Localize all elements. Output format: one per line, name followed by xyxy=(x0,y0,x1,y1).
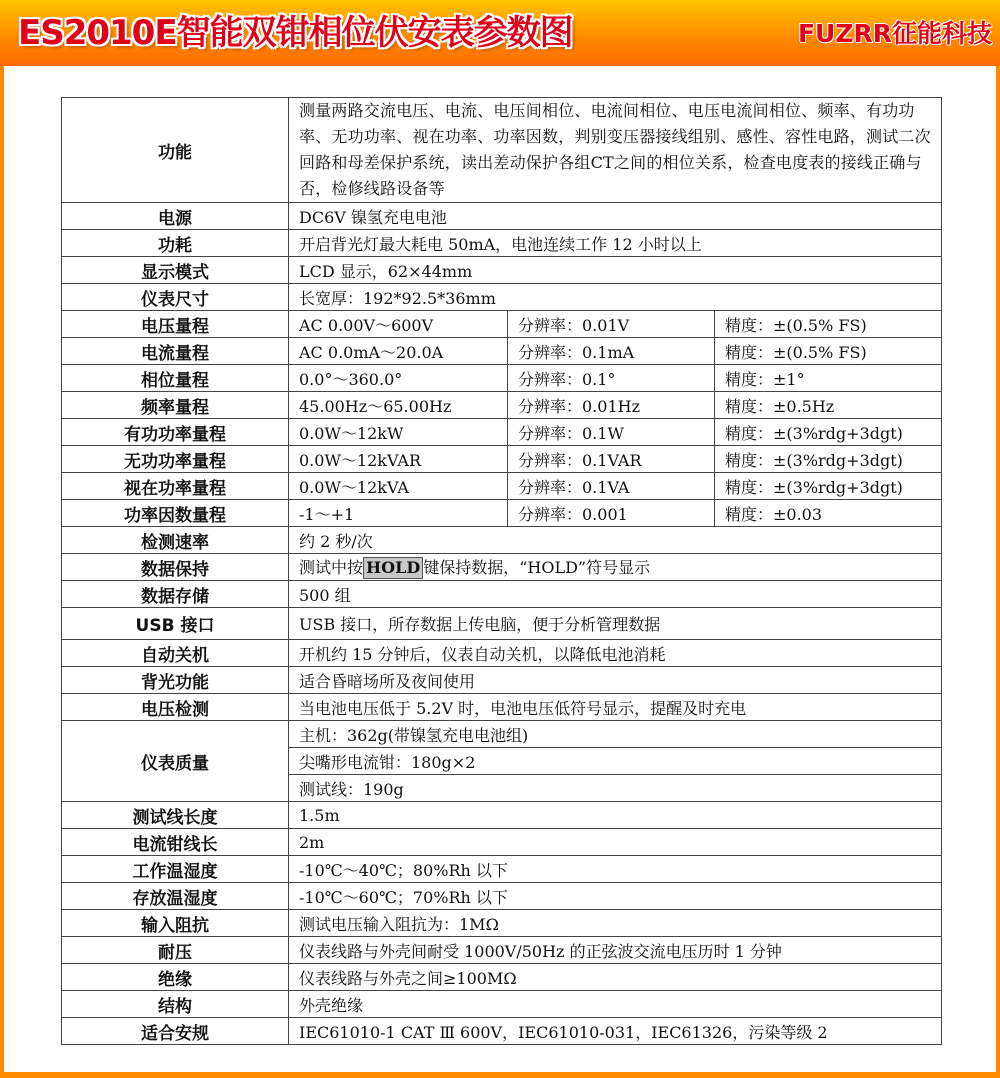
spec-value: 适合昏暗场所及夜间使用 xyxy=(289,667,942,694)
spec-range: -1～+1 xyxy=(289,500,508,527)
spec-value: 开启背光灯最大耗电 50mA，电池连续工作 12 小时以上 xyxy=(289,230,942,257)
header-banner xyxy=(0,0,1000,66)
spec-label: 相位量程 xyxy=(62,365,289,392)
spec-row-data-storage xyxy=(62,581,942,608)
spec-range: AC 0.00V～600V xyxy=(289,311,508,338)
spec-value: -10℃～40℃；80%Rh 以下 xyxy=(289,856,942,883)
spec-label: 有功功率量程 xyxy=(62,419,289,446)
spec-value: 开机约 15 分钟后，仪表自动关机，以降低电池消耗 xyxy=(289,640,942,667)
spec-row-voltage-range xyxy=(62,311,942,338)
spec-value: 长宽厚：192*92.5*36mm xyxy=(289,284,942,311)
spec-label: 电压量程 xyxy=(62,311,289,338)
hold-key-badge: HOLD xyxy=(363,557,423,579)
spec-range: 45.00Hz～65.00Hz xyxy=(289,392,508,419)
spec-label: 功耗 xyxy=(62,230,289,257)
frame-left-border xyxy=(0,66,4,1078)
spec-row-usb xyxy=(62,608,942,640)
spec-accuracy: 精度：±(3%rdg+3dgt) xyxy=(715,419,942,446)
spec-row-function xyxy=(62,98,942,203)
spec-label: 数据存储 xyxy=(62,581,289,608)
spec-row-data-hold xyxy=(62,554,942,581)
spec-value: 2m xyxy=(289,829,942,856)
spec-label: 频率量程 xyxy=(62,392,289,419)
spec-value: 外壳绝缘 xyxy=(289,991,942,1018)
spec-row-phase-range xyxy=(62,365,942,392)
spec-value: 仪表线路与外壳间耐受 1000V/50Hz 的正弦波交流电压历时 1 分钟 xyxy=(289,937,942,964)
spec-label: 功能 xyxy=(62,98,289,203)
spec-resolution: 分辨率：0.001 xyxy=(508,500,715,527)
spec-resolution: 分辨率：0.1mA xyxy=(508,338,715,365)
spec-row-power-factor-range xyxy=(62,500,942,527)
spec-label: 仪表质量 xyxy=(62,721,289,802)
spec-row-operating-env xyxy=(62,856,942,883)
spec-label: 结构 xyxy=(62,991,289,1018)
spec-resolution: 分辨率：0.1° xyxy=(508,365,715,392)
spec-value: 测试线：190g xyxy=(289,775,942,802)
spec-value: 1.5m xyxy=(289,802,942,829)
spec-label: 测试线长度 xyxy=(62,802,289,829)
spec-label: 工作温湿度 xyxy=(62,856,289,883)
spec-label: 数据保持 xyxy=(62,554,289,581)
spec-label: 自动关机 xyxy=(62,640,289,667)
spec-accuracy: 精度：±0.03 xyxy=(715,500,942,527)
spec-value: 当电池电压低于 5.2V 时，电池电压低符号显示，提醒及时充电 xyxy=(289,694,942,721)
spec-row-storage-env xyxy=(62,883,942,910)
spec-resolution: 分辨率：0.01V xyxy=(508,311,715,338)
spec-range: 0.0W～12kVA xyxy=(289,473,508,500)
spec-label: 输入阻抗 xyxy=(62,910,289,937)
spec-row-display xyxy=(62,257,942,284)
page-title: ES2010E智能双钳相位伏安表参数图 xyxy=(18,13,573,53)
spec-row-structure xyxy=(62,991,942,1018)
spec-label: 无功功率量程 xyxy=(62,446,289,473)
spec-value: LCD 显示，62×44mm xyxy=(289,257,942,284)
spec-row-battery-check xyxy=(62,694,942,721)
spec-row-input-impedance xyxy=(62,910,942,937)
spec-row-reactive-power-range xyxy=(62,446,942,473)
spec-row-backlight xyxy=(62,667,942,694)
spec-label: 适合安规 xyxy=(62,1018,289,1045)
spec-accuracy: 精度：±(0.5% FS) xyxy=(715,311,942,338)
spec-value: 仪表线路与外壳之间≥100MΩ xyxy=(289,964,942,991)
spec-accuracy: 精度：±(3%rdg+3dgt) xyxy=(715,473,942,500)
spec-value: DC6V 镍氢充电电池 xyxy=(289,203,942,230)
spec-label: 背光功能 xyxy=(62,667,289,694)
spec-label: 绝缘 xyxy=(62,964,289,991)
spec-resolution: 分辨率：0.1VAR xyxy=(508,446,715,473)
spec-accuracy: 精度：±0.5Hz xyxy=(715,392,942,419)
spec-value: 测量两路交流电压、电流、电压间相位、电流间相位、电压电流间相位、频率、有功功率、无功功率、视在功率、功率因数，判别变压器接线组别、感性、容性电路，测试二次回路和母差保护系统，读出差动保护各组CT之间的相位关系，检查电度表的接线正确与否，检修线路设备等 xyxy=(289,98,942,203)
spec-label: 电源 xyxy=(62,203,289,230)
spec-row-consumption xyxy=(62,230,942,257)
spec-range: AC 0.0mA～20.0A xyxy=(289,338,508,365)
spec-label: USB 接口 xyxy=(62,608,289,640)
spec-label: 显示模式 xyxy=(62,257,289,284)
spec-range: 0.0W～12kW xyxy=(289,419,508,446)
spec-table xyxy=(61,97,942,1045)
spec-label: 耐压 xyxy=(62,937,289,964)
spec-value: 约 2 秒/次 xyxy=(289,527,942,554)
spec-row-withstand-voltage xyxy=(62,937,942,964)
spec-resolution: 分辨率：0.01Hz xyxy=(508,392,715,419)
spec-row-lead-length xyxy=(62,802,942,829)
spec-accuracy: 精度：±(0.5% FS) xyxy=(715,338,942,365)
spec-row-active-power-range xyxy=(62,419,942,446)
data-hold-suffix: 键保持数据，“HOLD”符号显示 xyxy=(423,558,651,577)
frame-bottom-border xyxy=(0,1072,1000,1078)
spec-range: 0.0W～12kVAR xyxy=(289,446,508,473)
frame-right-border xyxy=(996,66,1000,1078)
spec-label: 存放温湿度 xyxy=(62,883,289,910)
spec-accuracy: 精度：±1° xyxy=(715,365,942,392)
spec-row-auto-off xyxy=(62,640,942,667)
spec-value: 尖嘴形电流钳：180g×2 xyxy=(289,748,942,775)
spec-row-size xyxy=(62,284,942,311)
spec-label: 电流钳线长 xyxy=(62,829,289,856)
spec-row-weight-main xyxy=(62,721,942,748)
spec-value xyxy=(289,554,942,581)
data-hold-prefix: 测试中按 xyxy=(299,558,364,577)
spec-label: 功率因数量程 xyxy=(62,500,289,527)
spec-row-frequency-range xyxy=(62,392,942,419)
spec-row-power-supply xyxy=(62,203,942,230)
spec-range: 0.0°～360.0° xyxy=(289,365,508,392)
spec-value: 测试电压输入阻抗为：1MΩ xyxy=(289,910,942,937)
spec-label: 电流量程 xyxy=(62,338,289,365)
spec-value: USB 接口，所存数据上传电脑，便于分析管理数据 xyxy=(289,608,942,640)
spec-resolution: 分辨率：0.1W xyxy=(508,419,715,446)
spec-value: IEC61010-1 CAT Ⅲ 600V，IEC61010-031，IEC61326，污染等级 2 xyxy=(289,1018,942,1045)
brand-logo-text: FUZRR征能科技 xyxy=(797,19,992,48)
spec-label: 电压检测 xyxy=(62,694,289,721)
spec-resolution: 分辨率：0.1VA xyxy=(508,473,715,500)
spec-label: 检测速率 xyxy=(62,527,289,554)
spec-row-clamp-lead-length xyxy=(62,829,942,856)
spec-accuracy: 精度：±(3%rdg+3dgt) xyxy=(715,446,942,473)
spec-row-apparent-power-range xyxy=(62,473,942,500)
spec-value: -10℃～60℃；70%Rh 以下 xyxy=(289,883,942,910)
spec-row-current-range xyxy=(62,338,942,365)
spec-label: 仪表尺寸 xyxy=(62,284,289,311)
spec-value: 500 组 xyxy=(289,581,942,608)
spec-value: 主机：362g(带镍氢充电电池组) xyxy=(289,721,942,748)
spec-row-sample-rate xyxy=(62,527,942,554)
spec-label: 视在功率量程 xyxy=(62,473,289,500)
spec-row-insulation xyxy=(62,964,942,991)
spec-row-safety xyxy=(62,1018,942,1045)
